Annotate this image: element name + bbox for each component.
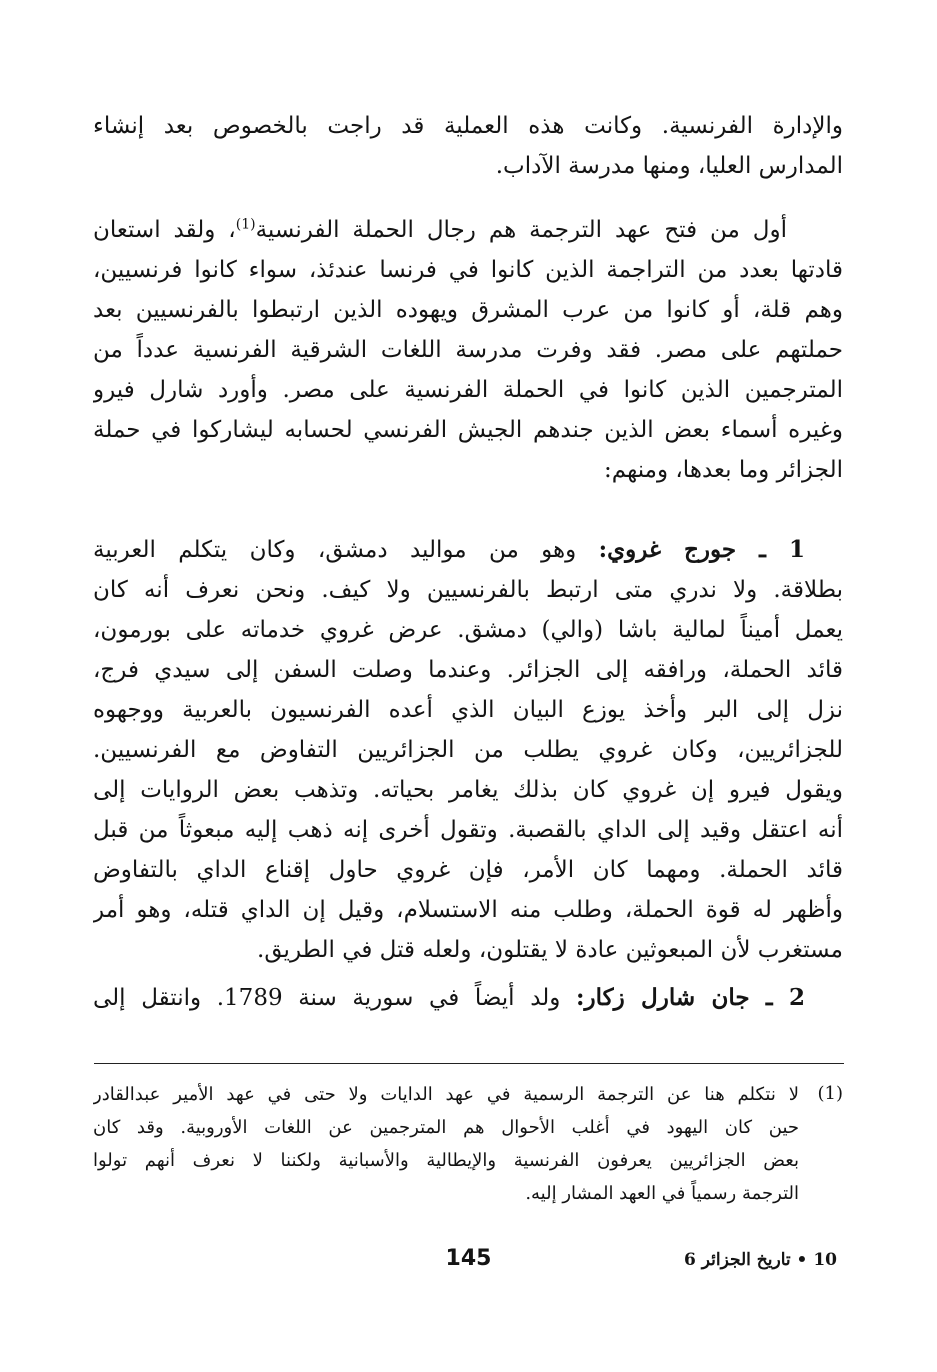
text-line: للجزائريين، وكان غروي يطلب من الجزائريين التفاوض مع الفرنسيين.	[93, 737, 843, 763]
footnote-line: حين كان اليهود في أغلب الأحوال هم المترجمين عن اللغات الأوروبية. وقد كان	[93, 1117, 799, 1138]
running-footer: 10 • تاريخ الجزائر 6	[684, 1250, 837, 1270]
footnote-marker: (1)	[817, 1083, 843, 1104]
text-line: الجزائر وما بعدها، ومنهم:	[604, 457, 843, 483]
footnote	[93, 1078, 843, 1210]
text-line: والإدارة الفرنسية. وكانت هذه العملية قد راجت بالخصوص بعد إنشاء	[93, 113, 843, 139]
paragraph-4	[93, 978, 843, 1018]
text-line: المدارس العليا، ومنها مدرسة الآداب.	[495, 153, 843, 179]
text-line: مستغرب لأن المبعوثين عادة لا يقتلون، ولعله قتل في الطريق.	[257, 937, 843, 963]
text-line: وأظهر له قوة الحملة، وطلب منه الاستسلام، وقيل إن الداي قتله، وهو أمر	[93, 897, 843, 923]
entry-heading: 1 ـ جورج غروي:	[598, 536, 806, 563]
text-line	[93, 210, 843, 250]
footnote-line: بعض الجزائريين يعرفون الفرنسية والإيطالية والأسبانية ولكننا لا نعرف أنهم تولوا	[93, 1150, 799, 1171]
footnote-body	[93, 1078, 799, 1210]
text-fragment: ، ولقد استعان	[93, 217, 236, 243]
text-line: بطلاقة. ولا ندري متى ارتبط بالفرنسيين ولا كيف. ونحن نعرف أنه كان	[93, 577, 843, 603]
paragraph-2	[93, 210, 843, 490]
paragraph-3	[93, 530, 843, 970]
paragraph-1	[93, 106, 843, 186]
text-line: وهم قلة، أو كانوا من عرب المشرق ويهوده الذين ارتبطوا بالفرنسيين بعد	[93, 297, 843, 323]
footnote-line: الترجمة رسمياً في العهد المشار إليه.	[525, 1183, 799, 1204]
text-line: قادتها بعدد من التراجمة الذين كانوا في فرنسا عندئذ، سواء كانوا فرنسيين،	[93, 257, 843, 283]
entry-heading: 2 ـ جان شارل زكار:	[576, 984, 805, 1011]
page-number: 145	[445, 1246, 492, 1271]
text-line	[93, 530, 843, 570]
text-line: قائد الحملة. ومهما كان الأمر، فإن غروي حاول إقناع الداي بالتفاوض	[93, 857, 843, 883]
text-line: يعمل أميناً لمالية باشا (والي) دمشق. عرض غروي خدماته على بورمون،	[93, 617, 843, 643]
footnote-reference[interactable]: (1)	[235, 216, 256, 233]
text-fragment: أول من فتح عهد الترجمة هم رجال الحملة الفرنسية	[255, 217, 787, 243]
text-line: حملتهم على مصر. فقد وفرت مدرسة اللغات الشرقية الفرنسية عدداً من	[93, 337, 843, 363]
text-line: نزل إلى البر وأخذ يوزع البيان الذي أعده الفرنسيون بالعربية ووجهوه	[93, 697, 843, 723]
text-line: أنه اعتقل وقيد إلى الداي بالقصبة. وتقول أخرى إنه ذهب إليه مبعوثاً من قبل	[93, 817, 843, 843]
text-fragment: ولد أيضاً في سورية سنة 1789. وانتقل إلى	[93, 985, 561, 1011]
text-line: المترجمين الذين كانوا في الحملة الفرنسية على مصر. وأورد شارل فيرو	[93, 377, 843, 403]
footnote-divider	[94, 1063, 844, 1064]
text-line	[93, 978, 843, 1018]
text-fragment: وهو من مواليد دمشق، وكان يتكلم العربية	[93, 537, 577, 563]
text-line: وغيره أسماء بعض الذين جندهم الجيش الفرنسي لحسابه ليشاركوا في حملة	[93, 417, 843, 443]
footnote-line: لا نتكلم هنا عن الترجمة الرسمية في عهد الدايات ولا حتى في عهد الأمير عبدالقادر	[93, 1084, 799, 1105]
text-line: قائد الحملة، ورافقه إلى الجزائر. وعندما وصلت السفن إلى سيدي فرج،	[93, 657, 843, 683]
text-line: ويقول فيرو إن غروي كان بذلك يغامر بحياته. وتذهب بعض الروايات إلى	[93, 777, 843, 803]
